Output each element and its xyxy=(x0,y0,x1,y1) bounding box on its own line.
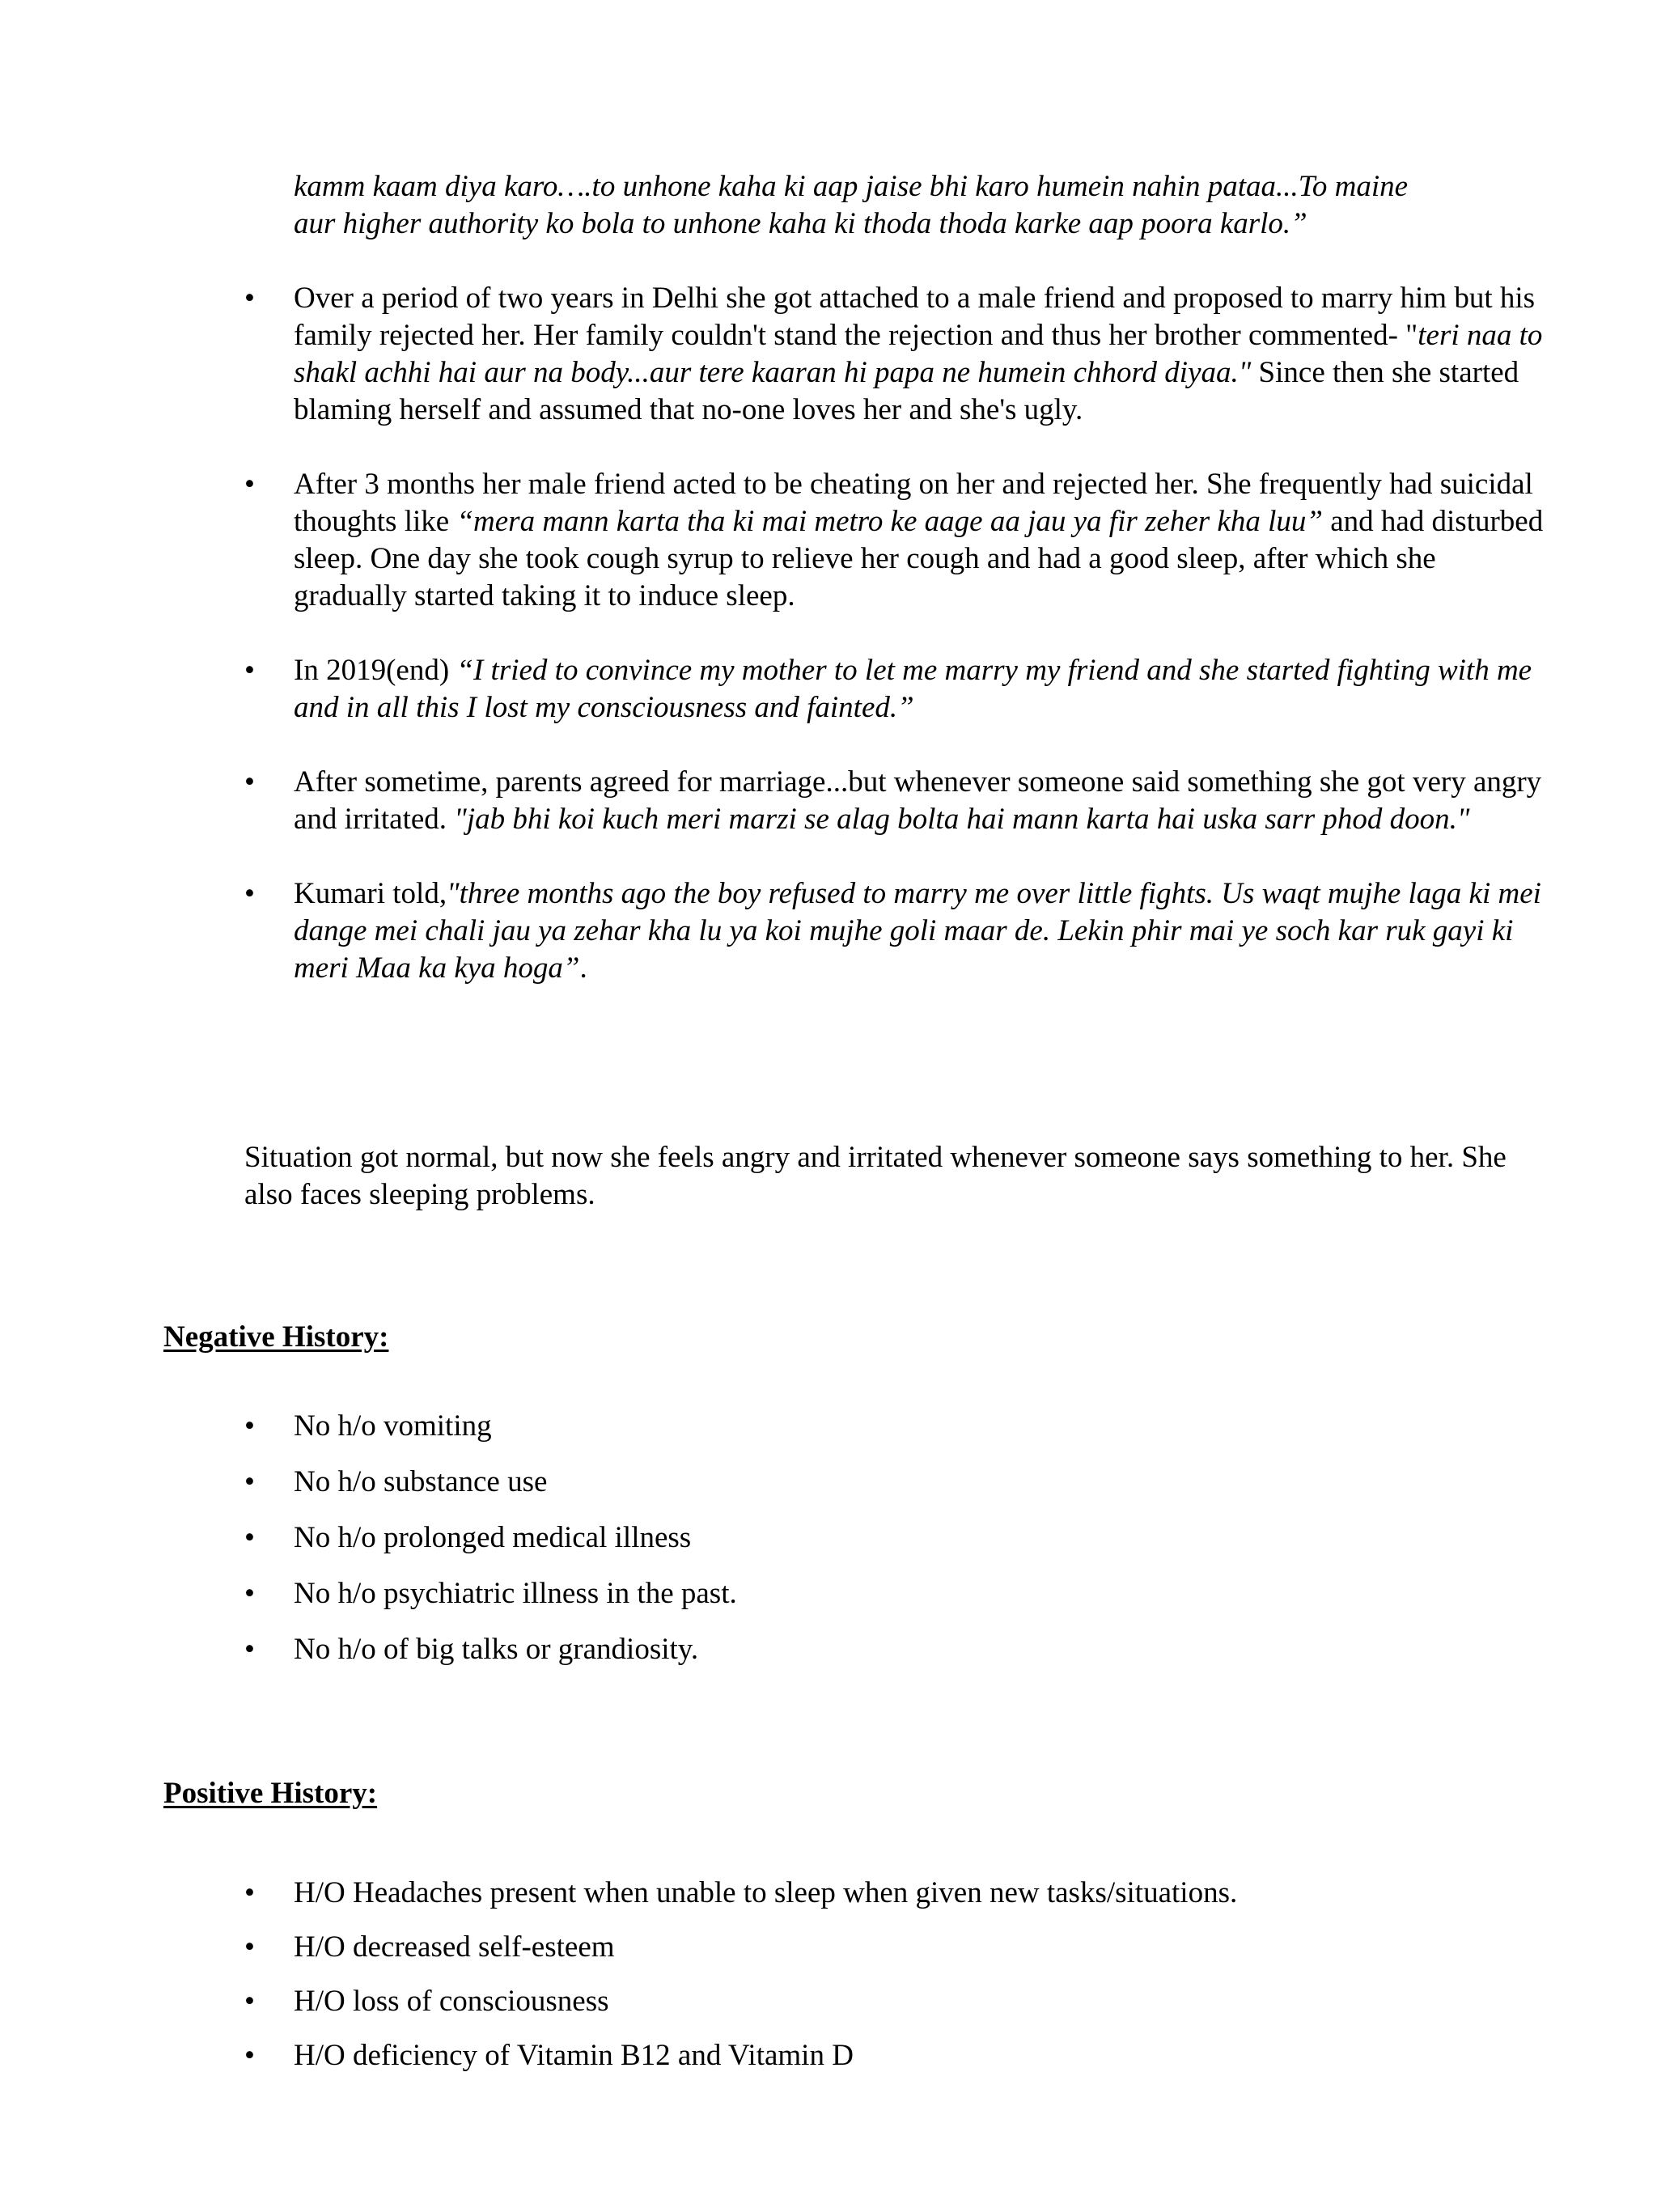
bullet-quote: “mera mann karta tha ki mai metro ke aage aa jau ya fir zeher kha luu” xyxy=(456,505,1323,538)
bullet-text: After 3 months her male friend acted to be cheating on her and rejected her. She frequently had suicidal thoughts like xyxy=(294,468,1533,538)
bullet-icon: • xyxy=(244,654,255,687)
negative-history-text: No h/o psychiatric illness in the past. xyxy=(294,1577,737,1610)
bullet-text: and had disturbed sleep. One day she took cough syrup to relieve her cough and had a good sleep, after which she gradually started taking it to induce sleep. xyxy=(294,505,1544,612)
bullet-icon: • xyxy=(244,1465,255,1498)
bullet-icon: • xyxy=(244,1521,255,1554)
negative-history-item xyxy=(244,1408,1555,1445)
positive-history-item xyxy=(244,1875,1555,1912)
positive-history-list xyxy=(244,1875,1555,2091)
positive-history-item xyxy=(244,1929,1555,1966)
negative-history-item xyxy=(244,1575,1555,1612)
bullet-text: . xyxy=(579,951,587,985)
negative-history-text: No h/o prolonged medical illness xyxy=(294,1521,692,1554)
negative-history-text: No h/o vomiting xyxy=(294,1409,492,1443)
negative-history-text: No h/o of big talks or grandiosity. xyxy=(294,1633,699,1666)
bullet-text: Over a period of two years in Delhi she got attached to a male friend and proposed to marry him but his family rejected her. Her family couldn't stand the rejection and thus her brother commented- " xyxy=(294,282,1536,352)
bullet-icon: • xyxy=(244,1409,255,1443)
negative-history-item xyxy=(244,1519,1555,1557)
bullet-icon: • xyxy=(244,1633,255,1666)
negative-history-item xyxy=(244,1631,1555,1668)
bullet-icon: • xyxy=(244,765,255,799)
summary-paragraph: Situation got normal, but now she feels angry and irritated whenever someone says something to her. She also faces sleeping problems. xyxy=(244,1141,1507,1211)
positive-history-text: H/O Headaches present when unable to sleep when given new tasks/situations. xyxy=(294,1876,1238,1909)
bullet-text: Since then she started blaming herself and assumed that no-one loves her and she's ugly. xyxy=(294,356,1519,426)
bullet-icon: • xyxy=(244,1577,255,1610)
bullet-icon: • xyxy=(244,282,255,315)
bullet-quote: teri naa to shakl achhi hai aur na body...aur tere kaaran hi papa ne humein chhord diyaa." xyxy=(294,319,1543,389)
negative-history-text: No h/o substance use xyxy=(294,1465,548,1498)
negative-history-list xyxy=(244,1408,1555,1687)
bullet-quote: “I tried to convince my mother to let me marry my friend and she started fighting with me and in all this I lost my consciousness and fainted.” xyxy=(294,654,1532,724)
bullet-text: After sometime, parents agreed for marriage...but whenever someone said something she got very angry and irritated. xyxy=(294,765,1542,836)
history-bullet-item xyxy=(244,652,1555,727)
history-bullet-item xyxy=(244,466,1555,615)
bullet-icon: • xyxy=(244,1985,255,2018)
positive-history-text: H/O decreased self-esteem xyxy=(294,1930,615,1964)
history-bullet-list xyxy=(244,280,1555,1024)
positive-history-heading: Positive History: xyxy=(163,1777,378,1810)
bullet-icon: • xyxy=(244,2039,255,2072)
negative-history-heading: Negative History: xyxy=(163,1320,389,1354)
continued-quote xyxy=(294,168,1556,243)
continued-quote-line: aur higher authority ko bola to unhone kaha ki thoda thoda karke aap poora karlo.” xyxy=(294,207,1307,240)
positive-history-text: H/O deficiency of Vitamin B12 and Vitamin D xyxy=(294,2039,854,2072)
positive-history-item xyxy=(244,1983,1555,2020)
positive-history-text: H/O loss of consciousness xyxy=(294,1985,609,2018)
bullet-text: In 2019(end) xyxy=(294,654,457,687)
bullet-icon: • xyxy=(244,468,255,501)
history-bullet-item xyxy=(244,875,1555,987)
history-bullet-item xyxy=(244,764,1555,838)
bullet-text: Kumari told, xyxy=(294,877,447,910)
continued-quote-line: kamm kaam diya karo….to unhone kaha ki aap jaise bhi karo humein nahin pataa...To maine xyxy=(294,170,1409,203)
history-bullet-item xyxy=(244,280,1555,429)
bullet-icon: • xyxy=(244,1876,255,1909)
bullet-quote: "jab bhi koi kuch meri marzi se alag bolta hai mann karta hai uska sarr phod doon." xyxy=(454,803,1470,836)
negative-history-item xyxy=(244,1464,1555,1501)
bullet-quote: "three months ago the boy refused to marry me over little fights. Us waqt mujhe laga ki mei dange mei chali jau ya zehar kha lu ya koi mujhe goli maar de. Lekin phir mai ye soch kar ruk gayi ki meri Maa ka kya hoga” xyxy=(294,877,1541,985)
bullet-icon: • xyxy=(244,1930,255,1964)
bullet-icon: • xyxy=(244,877,255,910)
positive-history-item xyxy=(244,2037,1555,2074)
